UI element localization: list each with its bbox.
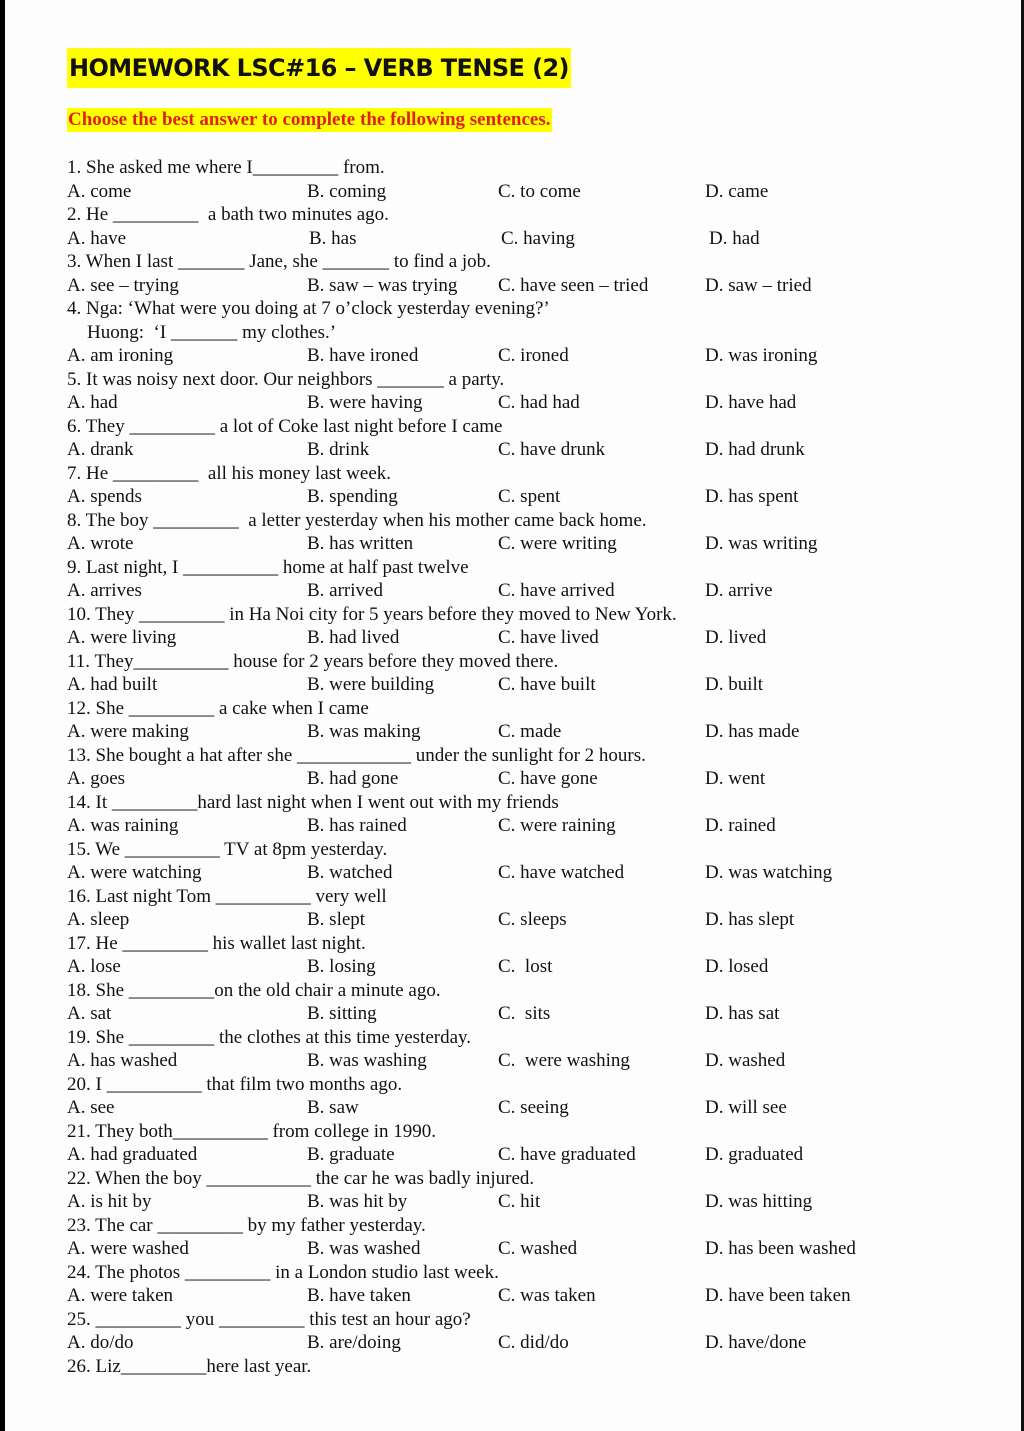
answer-option-d: D. had drunk xyxy=(705,439,805,460)
answer-option-a: A. see – trying xyxy=(67,274,179,296)
question-item xyxy=(67,791,967,838)
question-item xyxy=(67,1120,967,1167)
answer-option-c: C. have seen – tried xyxy=(498,274,649,296)
question-stem: 16. Last night Tom __________ very well xyxy=(67,885,387,907)
question-item xyxy=(67,297,967,368)
question-item xyxy=(67,1026,967,1073)
question-item xyxy=(67,509,967,556)
answer-option-b: B. losing xyxy=(307,956,376,977)
answer-option-b: B. have taken xyxy=(307,1285,411,1306)
question-stem: 23. The car _________ by my father yesterday. xyxy=(67,1214,426,1236)
question-stem: 25. _________ you _________ this test an hour ago? xyxy=(67,1308,471,1330)
answer-option-b: B. were building xyxy=(307,674,435,695)
answer-option-b: B. had gone xyxy=(307,768,399,789)
answer-option-d: D. graduated xyxy=(705,1144,804,1165)
answer-option-c: C. sits xyxy=(498,1003,551,1024)
answer-options xyxy=(67,438,967,462)
answer-option-a: A. spends xyxy=(67,486,142,507)
answer-options xyxy=(67,579,967,603)
answer-option-c: C. were washing xyxy=(498,1050,630,1071)
answer-option-d: D. came xyxy=(705,180,769,202)
question-item xyxy=(67,415,967,462)
answer-option-b: B. was making xyxy=(307,721,421,742)
worksheet xyxy=(67,48,967,1378)
answer-option-a: A. were washed xyxy=(67,1238,189,1259)
answer-option-a: A. were taken xyxy=(67,1285,174,1306)
answer-option-a: A. have xyxy=(67,227,127,249)
question-stem: 1. She asked me where I_________ from. xyxy=(67,157,385,178)
answer-options xyxy=(67,626,967,650)
answer-option-d: D. built xyxy=(705,674,764,695)
question-item xyxy=(67,838,967,885)
answer-options xyxy=(67,908,967,932)
question-stem: 6. They _________ a lot of Coke last night before I came xyxy=(67,415,503,437)
answer-option-d: D. losed xyxy=(705,956,769,977)
answer-option-a: A. see xyxy=(67,1097,115,1118)
answer-options xyxy=(67,1002,967,1026)
answer-option-a: A. sat xyxy=(67,1003,112,1024)
question-item xyxy=(67,250,967,297)
answer-option-d: D. lived xyxy=(705,627,767,648)
answer-options xyxy=(67,720,967,744)
question-stem: 3. When I last _______ Jane, she _______ to find a job. xyxy=(67,251,491,272)
answer-option-b: B. have ironed xyxy=(307,345,419,366)
answer-options xyxy=(67,1237,967,1261)
question-item xyxy=(67,697,967,744)
answer-option-c: C. have graduated xyxy=(498,1144,636,1165)
answer-option-d: D. has sat xyxy=(705,1003,780,1024)
answer-option-b: B. are/doing xyxy=(307,1332,401,1353)
answer-option-a: A. goes xyxy=(67,768,126,789)
answer-option-c: C. have built xyxy=(498,674,596,695)
answer-option-a: A. is hit by xyxy=(67,1191,152,1212)
question-item xyxy=(67,1167,967,1214)
answer-option-c: C. was taken xyxy=(498,1285,596,1306)
answer-options xyxy=(67,532,967,556)
question-stem: 14. It _________hard last night when I went out with my friends xyxy=(67,791,559,813)
question-stem: 15. We __________ TV at 8pm yesterday. xyxy=(67,838,388,860)
question-item xyxy=(67,1261,967,1308)
answer-option-d: D. was watching xyxy=(705,862,833,883)
question-stem: 24. The photos _________ in a London studio last week. xyxy=(67,1261,499,1283)
question-item xyxy=(67,462,967,509)
question-stem: 11. They__________ house for 2 years before they moved there. xyxy=(67,650,559,672)
answer-option-d: D. washed xyxy=(705,1050,786,1071)
answer-option-c: C. did/do xyxy=(498,1332,569,1353)
question-stem: 20. I __________ that film two months ago. xyxy=(67,1073,403,1095)
answer-options xyxy=(67,861,967,885)
answer-option-c: C. have arrived xyxy=(498,580,615,601)
question-item xyxy=(67,556,967,603)
answer-option-b: B. were having xyxy=(307,392,423,413)
answer-option-a: A. had graduated xyxy=(67,1144,198,1165)
answer-option-a: A. lose xyxy=(67,956,121,977)
answer-option-b: B. drink xyxy=(307,439,370,460)
answer-option-c: C. seeing xyxy=(498,1097,569,1118)
question-stem: 26. Liz_________here last year. xyxy=(67,1355,312,1377)
answer-options xyxy=(67,344,967,368)
question-stem: 5. It was noisy next door. Our neighbors _______ a party. xyxy=(67,368,505,390)
question-stem-continued: Huong: ‘I _______ my clothes.’ xyxy=(87,321,337,343)
question-item xyxy=(67,156,967,203)
answer-option-d: D. has slept xyxy=(705,909,795,930)
question-stem: 17. He _________ his wallet last night. xyxy=(67,932,366,954)
answer-option-c: C. to come xyxy=(498,180,581,202)
answer-option-d: D. arrive xyxy=(705,580,773,601)
answer-option-c: C. made xyxy=(498,721,562,742)
answer-option-a: A. do/do xyxy=(67,1332,134,1353)
answer-option-d: D. have been taken xyxy=(705,1285,851,1306)
answer-options xyxy=(67,1190,967,1214)
question-item xyxy=(67,1355,967,1379)
answer-option-b: B. was hit by xyxy=(307,1191,408,1212)
answer-option-a: A. sleep xyxy=(67,909,130,930)
question-stem: 2. He _________ a bath two minutes ago. xyxy=(67,204,389,225)
question-stem: 13. She bought a hat after she ____________ under the sunlight for 2 hours. xyxy=(67,744,646,766)
answer-option-a: A. were living xyxy=(67,627,177,648)
page-title: HOMEWORK LSC#16 – VERB TENSE (2) xyxy=(67,48,571,88)
answer-option-b: B. graduate xyxy=(307,1144,395,1165)
answer-option-d: D. rained xyxy=(705,815,776,836)
answer-option-c: C. sleeps xyxy=(498,909,567,930)
answer-option-a: A. was raining xyxy=(67,815,179,836)
answer-option-c: C. were writing xyxy=(498,533,617,554)
answer-option-d: D. was ironing xyxy=(705,345,818,366)
question-item xyxy=(67,1214,967,1261)
question-item xyxy=(67,203,967,250)
question-item xyxy=(67,1308,967,1355)
answer-option-d: D. have had xyxy=(705,392,797,413)
answer-option-d: D. went xyxy=(705,768,766,789)
answer-option-d: D. have/done xyxy=(705,1332,807,1353)
question-item xyxy=(67,932,967,979)
question-item xyxy=(67,368,967,415)
question-stem: 4. Nga: ‘What were you doing at 7 o’clock yesterday evening?’ xyxy=(67,298,550,319)
answer-options xyxy=(67,227,967,251)
answer-option-c: C. had had xyxy=(498,392,580,413)
answer-options xyxy=(67,1143,967,1167)
answer-option-a: A. come xyxy=(67,180,132,202)
answer-option-b: B. watched xyxy=(307,862,393,883)
answer-option-a: A. arrives xyxy=(67,580,142,601)
question-stem: 9. Last night, I __________ home at half past twelve xyxy=(67,556,469,578)
question-stem: 10. They _________ in Ha Noi city for 5 years before they moved to New York. xyxy=(67,603,677,625)
answer-option-b: B. had lived xyxy=(307,627,400,648)
answer-options xyxy=(67,391,967,415)
question-item xyxy=(67,1073,967,1120)
answer-option-c: C. have watched xyxy=(498,862,625,883)
answer-option-b: B. has xyxy=(309,227,357,249)
answer-option-a: A. drank xyxy=(67,439,134,460)
answer-option-b: B. slept xyxy=(307,909,366,930)
answer-option-d: D. has made xyxy=(705,721,800,742)
answer-option-d: D. will see xyxy=(705,1097,787,1118)
question-item xyxy=(67,603,967,650)
answer-option-c: C. spent xyxy=(498,486,561,507)
question-item xyxy=(67,650,967,697)
answer-options xyxy=(67,814,967,838)
answer-option-c: C. were raining xyxy=(498,815,616,836)
answer-options xyxy=(67,1096,967,1120)
answer-options xyxy=(67,955,967,979)
answer-option-b: B. was washed xyxy=(307,1238,421,1259)
answer-option-b: B. arrived xyxy=(307,580,383,601)
question-item xyxy=(67,744,967,791)
answer-options xyxy=(67,485,967,509)
answer-option-c: C. hit xyxy=(498,1191,541,1212)
answer-option-d: D. was hitting xyxy=(705,1191,813,1212)
question-stem: 21. They both__________ from college in 1990. xyxy=(67,1120,437,1142)
answer-options xyxy=(67,180,967,204)
question-item xyxy=(67,979,967,1026)
answer-options xyxy=(67,673,967,697)
answer-option-a: A. am ironing xyxy=(67,345,174,366)
answer-option-c: C. having xyxy=(501,227,575,249)
page-border-left xyxy=(0,0,5,1431)
answer-option-b: B. sitting xyxy=(307,1003,377,1024)
answer-option-a: A. were watching xyxy=(67,862,202,883)
instruction: Choose the best answer to complete the following sentences. xyxy=(68,109,551,130)
answer-option-c: C. washed xyxy=(498,1238,578,1259)
answer-options xyxy=(67,767,967,791)
answer-option-b: B. saw – was trying xyxy=(307,274,458,296)
question-stem: 7. He _________ all his money last week. xyxy=(67,462,392,484)
answer-option-d: D. had xyxy=(709,227,760,249)
question-stem: 12. She _________ a cake when I came xyxy=(67,697,369,719)
question-stem: 8. The boy _________ a letter yesterday when his mother came back home. xyxy=(67,509,647,531)
answer-option-a: A. had xyxy=(67,392,118,413)
answer-option-a: A. were making xyxy=(67,721,189,742)
answer-option-d: D. has spent xyxy=(705,486,799,507)
answer-option-a: A. had built xyxy=(67,674,158,695)
answer-option-c: C. have lived xyxy=(498,627,599,648)
answer-option-c: C. have gone xyxy=(498,768,598,789)
question-list xyxy=(67,156,967,1378)
answer-option-b: B. has written xyxy=(307,533,414,554)
question-stem: 22. When the boy ___________ the car he was badly injured. xyxy=(67,1167,535,1189)
answer-option-c: C. have drunk xyxy=(498,439,606,460)
answer-option-b: B. spending xyxy=(307,486,398,507)
question-stem: 18. She _________on the old chair a minute ago. xyxy=(67,979,441,1001)
answer-option-d: D. was writing xyxy=(705,533,818,554)
answer-option-c: C. ironed xyxy=(498,345,569,366)
answer-option-c: C. lost xyxy=(498,956,553,977)
answer-options xyxy=(67,1331,967,1355)
answer-option-b: B. coming xyxy=(307,180,387,202)
answer-option-b: B. was washing xyxy=(307,1050,427,1071)
answer-option-a: A. wrote xyxy=(67,533,134,554)
answer-option-a: A. has washed xyxy=(67,1050,178,1071)
answer-option-b: B. has rained xyxy=(307,815,407,836)
answer-option-d: D. has been washed xyxy=(705,1238,856,1259)
answer-option-d: D. saw – tried xyxy=(705,274,812,296)
answer-options xyxy=(67,1284,967,1308)
answer-options xyxy=(67,274,967,298)
question-stem: 19. She _________ the clothes at this time yesterday. xyxy=(67,1026,472,1048)
question-item xyxy=(67,885,967,932)
answer-options xyxy=(67,1049,967,1073)
answer-option-b: B. saw xyxy=(307,1097,359,1118)
